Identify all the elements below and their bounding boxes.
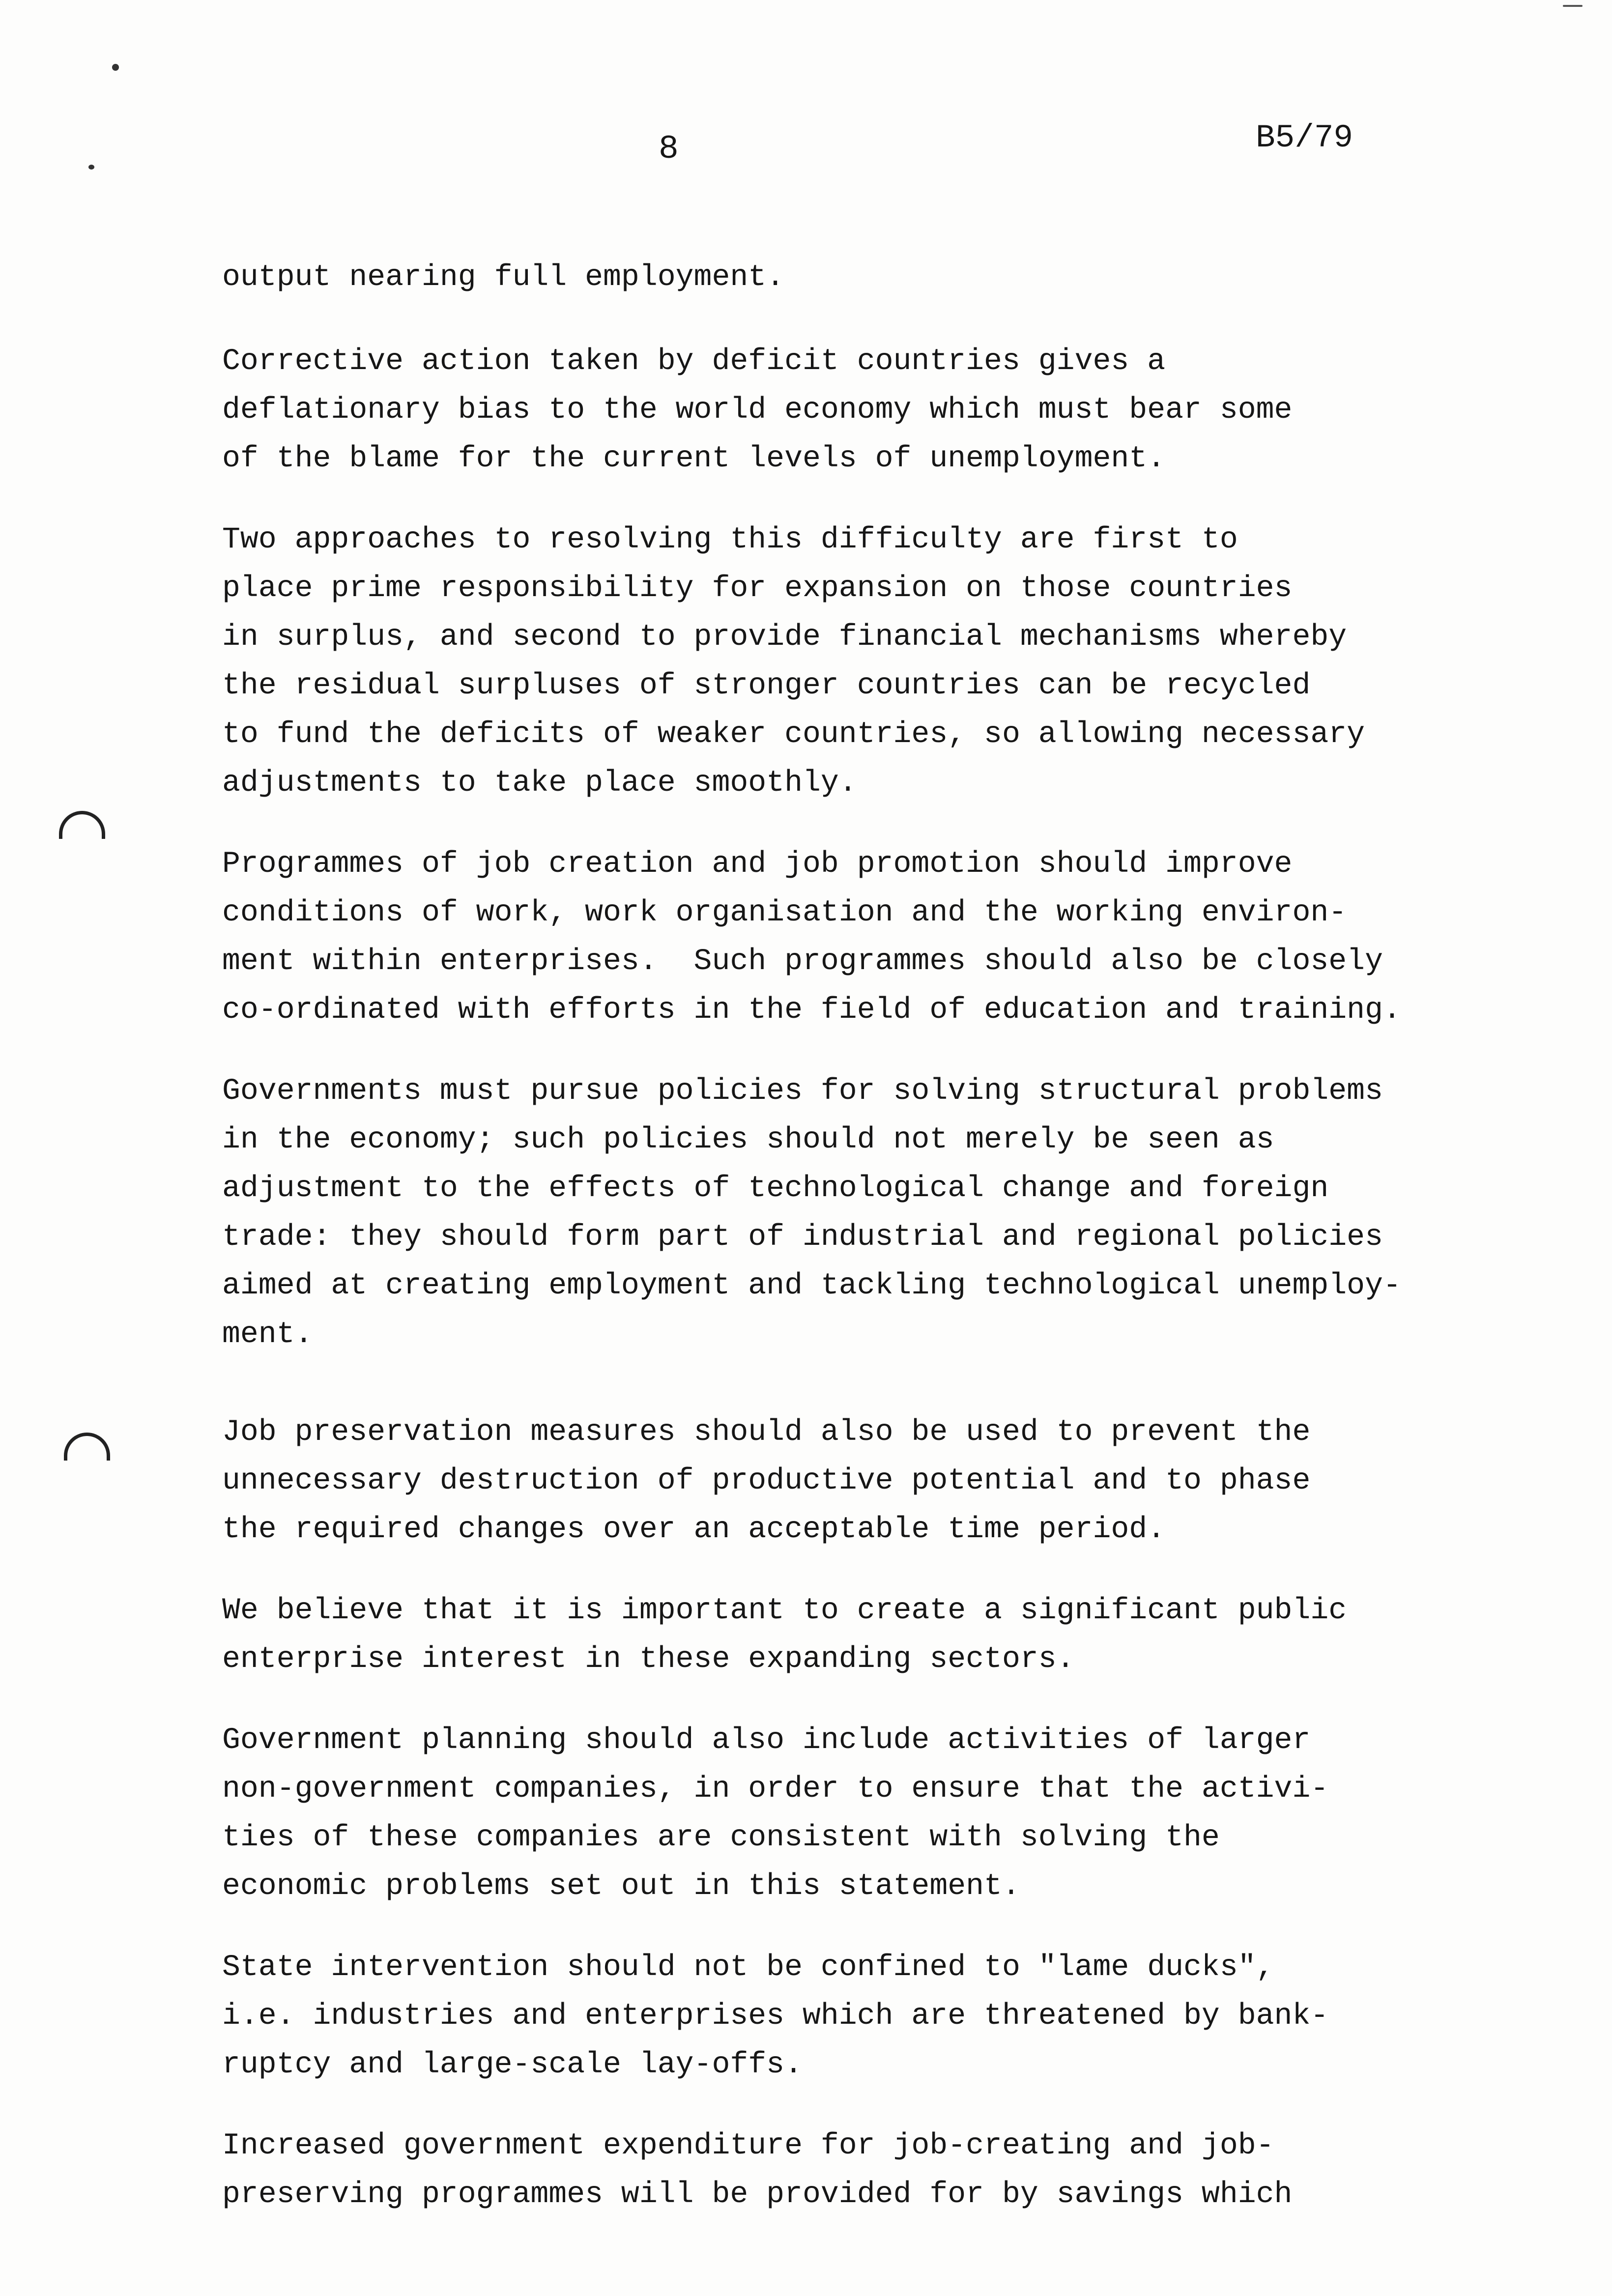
page-number: 8 bbox=[659, 130, 679, 168]
text-line: in surplus, and second to provide financial mechanisms whereby bbox=[222, 620, 1347, 654]
paragraph bbox=[222, 253, 1588, 302]
text-line: aimed at creating employment and tackling technological unemploy- bbox=[222, 1269, 1401, 1303]
text-line: deflationary bias to the world economy which must bear some bbox=[222, 393, 1293, 427]
text-line: Programmes of job creation and job promotion should improve bbox=[222, 847, 1293, 881]
text-line: conditions of work, work organisation and the working environ- bbox=[222, 896, 1347, 930]
text-line: output nearing full employment. bbox=[222, 260, 785, 294]
text-line: ties of these companies are consistent with solving the bbox=[222, 1821, 1220, 1855]
text-line: Corrective action taken by deficit countries gives a bbox=[222, 344, 1166, 378]
scan-speck bbox=[88, 165, 94, 170]
text-line: in the economy; such policies should not merely be seen as bbox=[222, 1123, 1274, 1157]
scan-speck bbox=[112, 64, 119, 71]
text-line: place prime responsibility for expansion on those countries bbox=[222, 572, 1293, 605]
paragraph bbox=[222, 1943, 1588, 2089]
text-line: unnecessary destruction of productive potential and to phase bbox=[222, 1464, 1311, 1498]
text-line: adjustments to take place smoothly. bbox=[222, 766, 857, 800]
text-line: non-government companies, in order to ensure that the activi- bbox=[222, 1772, 1329, 1806]
punch-hole-mark-icon bbox=[59, 811, 105, 839]
punch-hole-mark-icon bbox=[64, 1433, 110, 1461]
text-line: We believe that it is important to create a significant public bbox=[222, 1594, 1347, 1628]
text-line: ment within enterprises. Such programmes should also be closely bbox=[222, 945, 1383, 978]
text-line: preserving programmes will be provided for by savings which bbox=[222, 2178, 1293, 2211]
text-line: Government planning should also include activities of larger bbox=[222, 1723, 1311, 1757]
text-line: enterprise interest in these expanding sectors. bbox=[222, 1642, 1075, 1676]
text-line: of the blame for the current levels of unemployment. bbox=[222, 442, 1166, 476]
text-line: Governments must pursue policies for solving structural problems bbox=[222, 1074, 1383, 1108]
paragraph bbox=[222, 516, 1588, 807]
text-line: trade: they should form part of industrial and regional policies bbox=[222, 1220, 1383, 1254]
text-line: economic problems set out in this statement. bbox=[222, 1869, 1020, 1903]
text-line: the residual surpluses of stronger countries can be recycled bbox=[222, 669, 1311, 703]
paragraph bbox=[222, 1408, 1588, 1554]
paragraph bbox=[222, 337, 1588, 483]
text-line: Job preservation measures should also be used to prevent the bbox=[222, 1415, 1311, 1449]
text-line: Two approaches to resolving this difficulty are first to bbox=[222, 523, 1238, 557]
text-line: ruptcy and large-scale lay-offs. bbox=[222, 2048, 803, 2082]
text-line: i.e. industries and enterprises which are threatened by bank- bbox=[222, 1999, 1329, 2033]
text-line: adjustment to the effects of technological change and foreign bbox=[222, 1172, 1329, 1205]
paragraph bbox=[222, 2122, 1588, 2219]
paragraph bbox=[222, 1067, 1588, 1359]
text-line: to fund the deficits of weaker countries, so allowing necessary bbox=[222, 718, 1365, 751]
text-line: State intervention should not be confined to "lame ducks", bbox=[222, 1951, 1274, 1984]
text-line: co-ordinated with efforts in the field of education and training. bbox=[222, 993, 1401, 1027]
paragraph bbox=[222, 1716, 1588, 1911]
text-line: the required changes over an acceptable time period. bbox=[222, 1513, 1166, 1547]
scan-speck bbox=[1563, 5, 1583, 7]
paragraph bbox=[222, 840, 1588, 1034]
paragraph bbox=[222, 1586, 1588, 1684]
text-line: Increased government expenditure for job-creating and job- bbox=[222, 2129, 1274, 2163]
text-line: ment. bbox=[222, 1318, 313, 1351]
body-text bbox=[222, 253, 1588, 2219]
document-reference: B5/79 bbox=[1256, 119, 1353, 156]
